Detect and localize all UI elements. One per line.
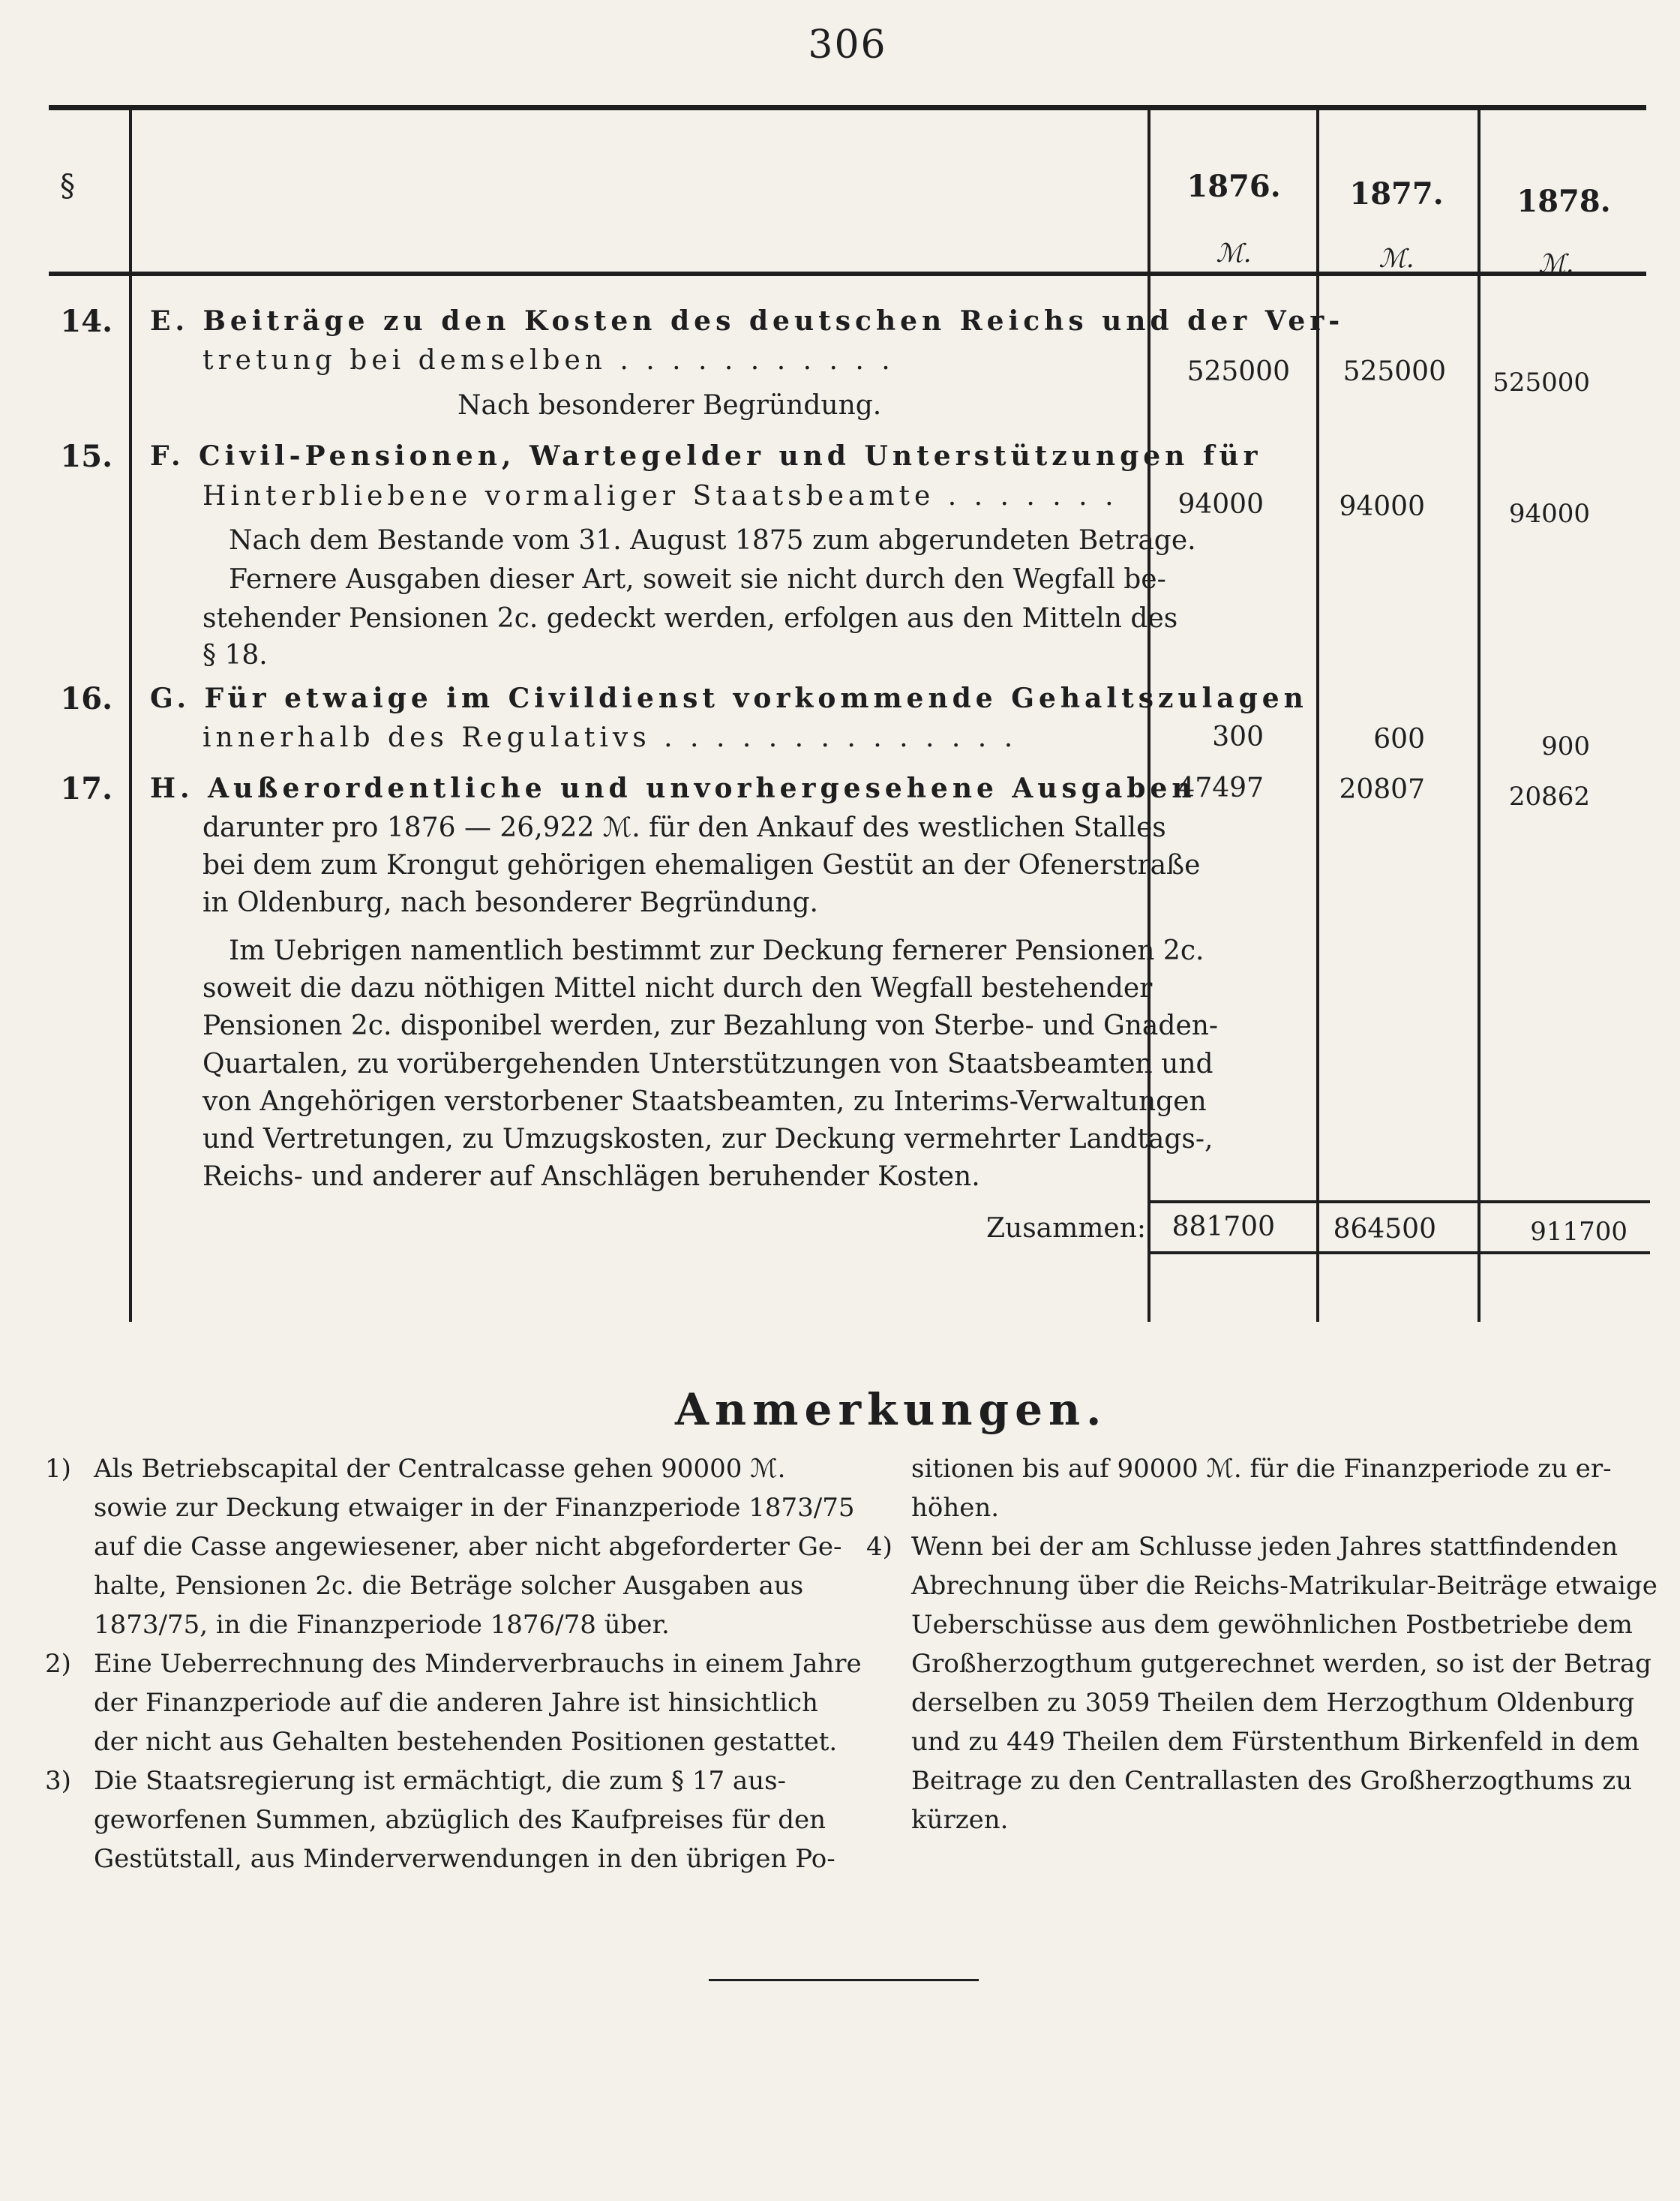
note-2-number: 2) xyxy=(45,1649,71,1679)
row-15-line-3: Nach dem Bestande vom 31. August 1875 zum abgerundeten Betrage. xyxy=(229,525,1196,556)
note-3-continuation-line-2: höhen. xyxy=(911,1493,1000,1523)
notes-title: Anmerkungen. xyxy=(675,1384,1108,1435)
row-17-line-3: bei dem zum Krongut gehörigen ehemaligen Gestüt an der Ofenerstraße xyxy=(202,850,1201,881)
year-1877-header: 1877. xyxy=(1349,176,1444,212)
page-number: 306 xyxy=(808,23,887,68)
row-15-line-2: Hinterbliebene vormaliger Staatsbeamte . . . . . . . xyxy=(202,481,1118,512)
total-value-1877: 864500 xyxy=(1333,1214,1436,1245)
section-symbol: § xyxy=(60,169,75,203)
note-4-number: 4) xyxy=(866,1532,892,1562)
table-top-rule xyxy=(49,105,1646,110)
row-17-line-6: soweit die dazu nöthigen Mittel nicht durch den Wegfall bestehender xyxy=(202,973,1153,1004)
row-number-17: 17. xyxy=(60,771,112,806)
row-17-line-11: Reichs- und anderer auf Anschlägen beruhender Kosten. xyxy=(202,1161,980,1192)
note-3-line-3: Gestütstall, aus Minderverwendungen in den übrigen Po- xyxy=(94,1844,836,1874)
row-17-value-1876: 47497 xyxy=(1178,773,1264,803)
row-17-value-1878: 20862 xyxy=(1508,782,1590,812)
note-2-line-2: der Finanzperiode auf die anderen Jahre ist hinsichtlich xyxy=(94,1688,818,1718)
note-1-line-2: sowie zur Deckung etwaiger in der Finanzperiode 1873/75 xyxy=(94,1493,855,1523)
note-3-number: 3) xyxy=(45,1766,71,1796)
note-1-line-4: halte, Pensionen 2c. die Beträge solcher Ausgaben aus xyxy=(94,1571,804,1601)
note-4-line-8: kürzen. xyxy=(911,1805,1009,1835)
unit-1877: ℳ. xyxy=(1378,244,1414,274)
row-14-line-2: tretung bei demselben . . . . . . . . . . . xyxy=(202,345,895,376)
row-number-14: 14. xyxy=(60,304,112,339)
row-15-line-6: § 18. xyxy=(202,640,268,671)
note-4-line-7: Beitrage zu den Centrallasten des Großherzogthums zu xyxy=(911,1766,1633,1796)
note-4-line-3: Ueberschüsse aus dem gewöhnlichen Postbetriebe dem xyxy=(911,1610,1633,1640)
total-value-1878: 911700 xyxy=(1530,1217,1628,1247)
column-divider-1877 xyxy=(1478,110,1480,1322)
row-15-line-4: Fernere Ausgaben dieser Art, soweit sie nicht durch den Wegfall be- xyxy=(229,564,1166,595)
note-1-line-5: 1873/75, in die Finanzperiode 1876/78 über. xyxy=(94,1610,670,1640)
row-17-line-7: Pensionen 2c. disponibel werden, zur Bezahlung von Sterbe- und Gnaden- xyxy=(202,1010,1219,1041)
total-value-1876: 881700 xyxy=(1172,1212,1275,1242)
row-16-line-1: G. Für etwaige im Civildienst vorkommende Gehaltszulagen xyxy=(150,683,1308,714)
note-2-line-3: der nicht aus Gehalten bestehenden Positionen gestattet. xyxy=(94,1727,838,1757)
row-17-line-1: H. Außerordentliche und unvorhergesehene Ausgaben xyxy=(150,773,1196,804)
row-17-line-9: von Angehörigen verstorbener Staatsbeamten, zu Interims-Verwaltungen xyxy=(202,1086,1207,1117)
unit-1878: ℳ. xyxy=(1538,249,1574,279)
closing-separator xyxy=(709,1979,979,1981)
row-16-value-1877: 600 xyxy=(1373,724,1425,755)
note-4-line-6: und zu 449 Theilen dem Fürstenthum Birkenfeld in dem xyxy=(911,1727,1640,1757)
note-4-line-5: derselben zu 3059 Theilen dem Herzogthum Oldenburg xyxy=(911,1688,1635,1718)
row-14-line-1: E. Beiträge zu den Kosten des deutschen Reichs und der Ver- xyxy=(150,305,1345,337)
row-15-line-1: F. Civil-Pensionen, Wartegelder und Unterstützungen für xyxy=(150,440,1262,472)
note-1-line-1: Als Betriebscapital der Centralcasse gehen 90000 ℳ. xyxy=(94,1454,786,1484)
row-17-line-2: darunter pro 1876 — 26,922 ℳ. für den Ankauf des westlichen Stalles xyxy=(202,812,1166,843)
note-4-line-4: Großherzogthum gutgerechnet werden, so ist der Betrag xyxy=(911,1649,1652,1679)
note-4-line-2: Abrechnung über die Reichs-Matrikular-Beiträge etwaige xyxy=(911,1571,1658,1601)
column-divider-number xyxy=(129,110,132,1322)
row-17-line-4: in Oldenburg, nach besonderer Begründung. xyxy=(202,887,819,918)
row-14-line-3: Nach besonderer Begründung. xyxy=(458,390,882,421)
note-1-line-3: auf die Casse angewiesener, aber nicht abgeforderter Ge- xyxy=(94,1532,842,1562)
row-15-value-1878: 94000 xyxy=(1508,499,1590,529)
year-1876-header: 1876. xyxy=(1186,169,1281,204)
year-1878-header: 1878. xyxy=(1516,184,1611,219)
row-16-value-1878: 900 xyxy=(1541,731,1590,761)
row-number-15: 15. xyxy=(60,439,112,474)
row-15-line-5: stehender Pensionen 2c. gedeckt werden, erfolgen aus den Mitteln des xyxy=(202,603,1178,634)
row-14-value-1878: 525000 xyxy=(1492,368,1590,398)
row-16-line-2: innerhalb des Regulativs . . . . . . . . . . . . . . xyxy=(202,722,1018,753)
column-divider-1876 xyxy=(1316,110,1319,1322)
row-14-value-1877: 525000 xyxy=(1342,356,1446,387)
total-bottom-rule xyxy=(1148,1251,1650,1254)
row-17-line-10: und Vertretungen, zu Umzugskosten, zur Deckung vermehrter Landtags-, xyxy=(202,1124,1214,1155)
row-16-value-1876: 300 xyxy=(1212,722,1264,752)
row-15-value-1876: 94000 xyxy=(1178,489,1264,520)
note-2-line-1: Eine Ueberrechnung des Minderverbrauchs in einem Jahre xyxy=(94,1649,862,1679)
total-label: Zusammen: xyxy=(986,1213,1147,1244)
note-3-line-1: Die Staatsregierung ist ermächtigt, die zum § 17 aus- xyxy=(94,1766,787,1796)
unit-1876: ℳ. xyxy=(1216,239,1252,269)
row-14-value-1876: 525000 xyxy=(1186,356,1290,387)
row-15-value-1877: 94000 xyxy=(1339,491,1425,522)
note-1-number: 1) xyxy=(45,1454,71,1484)
row-17-value-1877: 20807 xyxy=(1339,774,1425,805)
total-top-rule xyxy=(1148,1200,1650,1203)
note-3-line-2: geworfenen Summen, abzüglich des Kaufpreises für den xyxy=(94,1805,826,1835)
row-17-line-8: Quartalen, zu vorübergehenden Unterstützungen von Staatsbeamten und xyxy=(202,1049,1214,1079)
row-number-16: 16. xyxy=(60,681,112,716)
note-4-line-1: Wenn bei der am Schlusse jeden Jahres stattfindenden xyxy=(911,1532,1618,1562)
note-3-continuation-line-1: sitionen bis auf 90000 ℳ. für die Finanzperiode zu er- xyxy=(911,1454,1612,1484)
row-17-line-5: Im Uebrigen namentlich bestimmt zur Deckung fernerer Pensionen 2c. xyxy=(229,935,1204,966)
